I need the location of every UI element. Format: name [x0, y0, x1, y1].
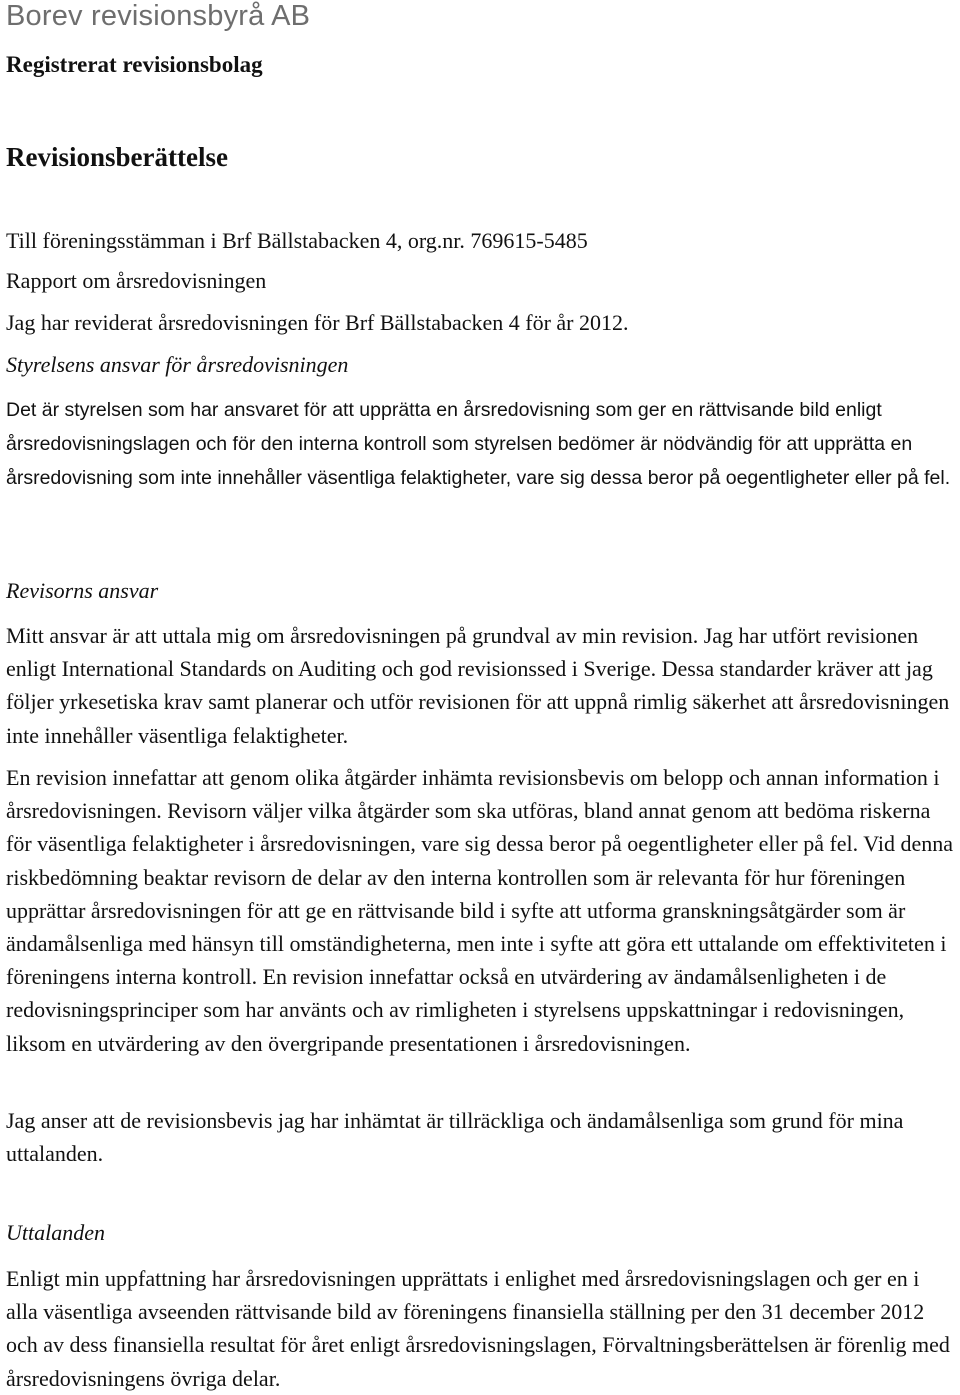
auditor-paragraph-2: En revision innefattar att genom olika åtgärder inhämta revisionsbevis om belopp och annan information i årsredovisningen. Revisorn väljer vilka åtgärder som ska utföras, bland annat genom att bedöma riskerna för väsentliga felaktigheter i årsredovisningen, vare sig dessa beror på oegentligheter eller på fel. Vid denna riskbedömning beaktar revisorn de delar av den interna kontrollen som är relevanta för hur föreningen upprättar årsredovisningen för att ge en rättvisande bild i syfte att utforma granskningsåtgärder som är ändamålsenliga med hänsyn till omständigheterna, men inte i syfte att göra ett uttalande om effektiviteten i föreningens interna kontroll. En revision innefattar också en utvärdering av ändamålsenligheten i de redovisningsprinciper som har använts och av rimligheten i styrelsens uppskattningar i redovisningen, liksom en utvärdering av den övergripande presentationen i årsredovisningen.: [6, 765, 953, 1056]
firm-subtitle: Registrerat revisionsbolag: [6, 52, 263, 77]
board-paragraph: Det är styrelsen som har ansvaret för att upprätta en årsredovisning som ger en rättvisande bild enligt årsredovisningslagen och för den interna kontroll som styrelsen bedömer är nödvändig för att upprätta en årsredovisning som inte innehåller väsentliga felaktigheter, vare sig dessa beror på oegentligheter eller på fel.: [6, 399, 951, 489]
opinion-paragraph: Enligt min uppfattning har årsredovisningen upprättats i enlighet med årsredovisningslagen och ger en i alla väsentliga avseenden rättvisande bild av föreningens finansiella ställning per den 31 december 2012 och av dess finansiella resultat för året enligt årsredovisningslagen, Förvaltningsberättelsen är förenlig med årsredovisningens övriga delar.: [6, 1266, 950, 1391]
section-heading-auditor: Revisorns ansvar: [6, 578, 159, 603]
section-heading-board: Styrelsens ansvar för årsredovisningen: [6, 352, 349, 377]
auditor-paragraph-3: Jag anser att de revisionsbevis jag har inhämtat är tillräckliga och ändamålsenliga som grund för mina uttalanden.: [6, 1108, 904, 1167]
report-heading: Rapport om årsredovisningen: [6, 268, 267, 293]
intro-line: Jag har reviderat årsredovisningen för Brf Bällstabacken 4 för år 2012.: [6, 310, 629, 335]
auditor-paragraph-1: Mitt ansvar är att uttala mig om årsredovisningen på grundval av min revision. Jag har utfört revisionen enligt International Standards on Auditing och god revisionssed i Sverige. Dessa standarder kräver att jag följer yrkesetiska krav samt planerar och utför revisionen för att uppnå rimlig säkerhet att årsredovisningen inte innehåller väsentliga felaktigheter.: [6, 623, 950, 748]
page-title: Revisionsberättelse: [6, 142, 228, 172]
section-heading-opinions: Uttalanden: [6, 1220, 105, 1245]
firm-name: Borev revisionsbyrå AB: [6, 0, 311, 32]
recipient-line: Till föreningsstämman i Brf Bällstabacken 4, org.nr. 769615-5485: [6, 228, 588, 253]
